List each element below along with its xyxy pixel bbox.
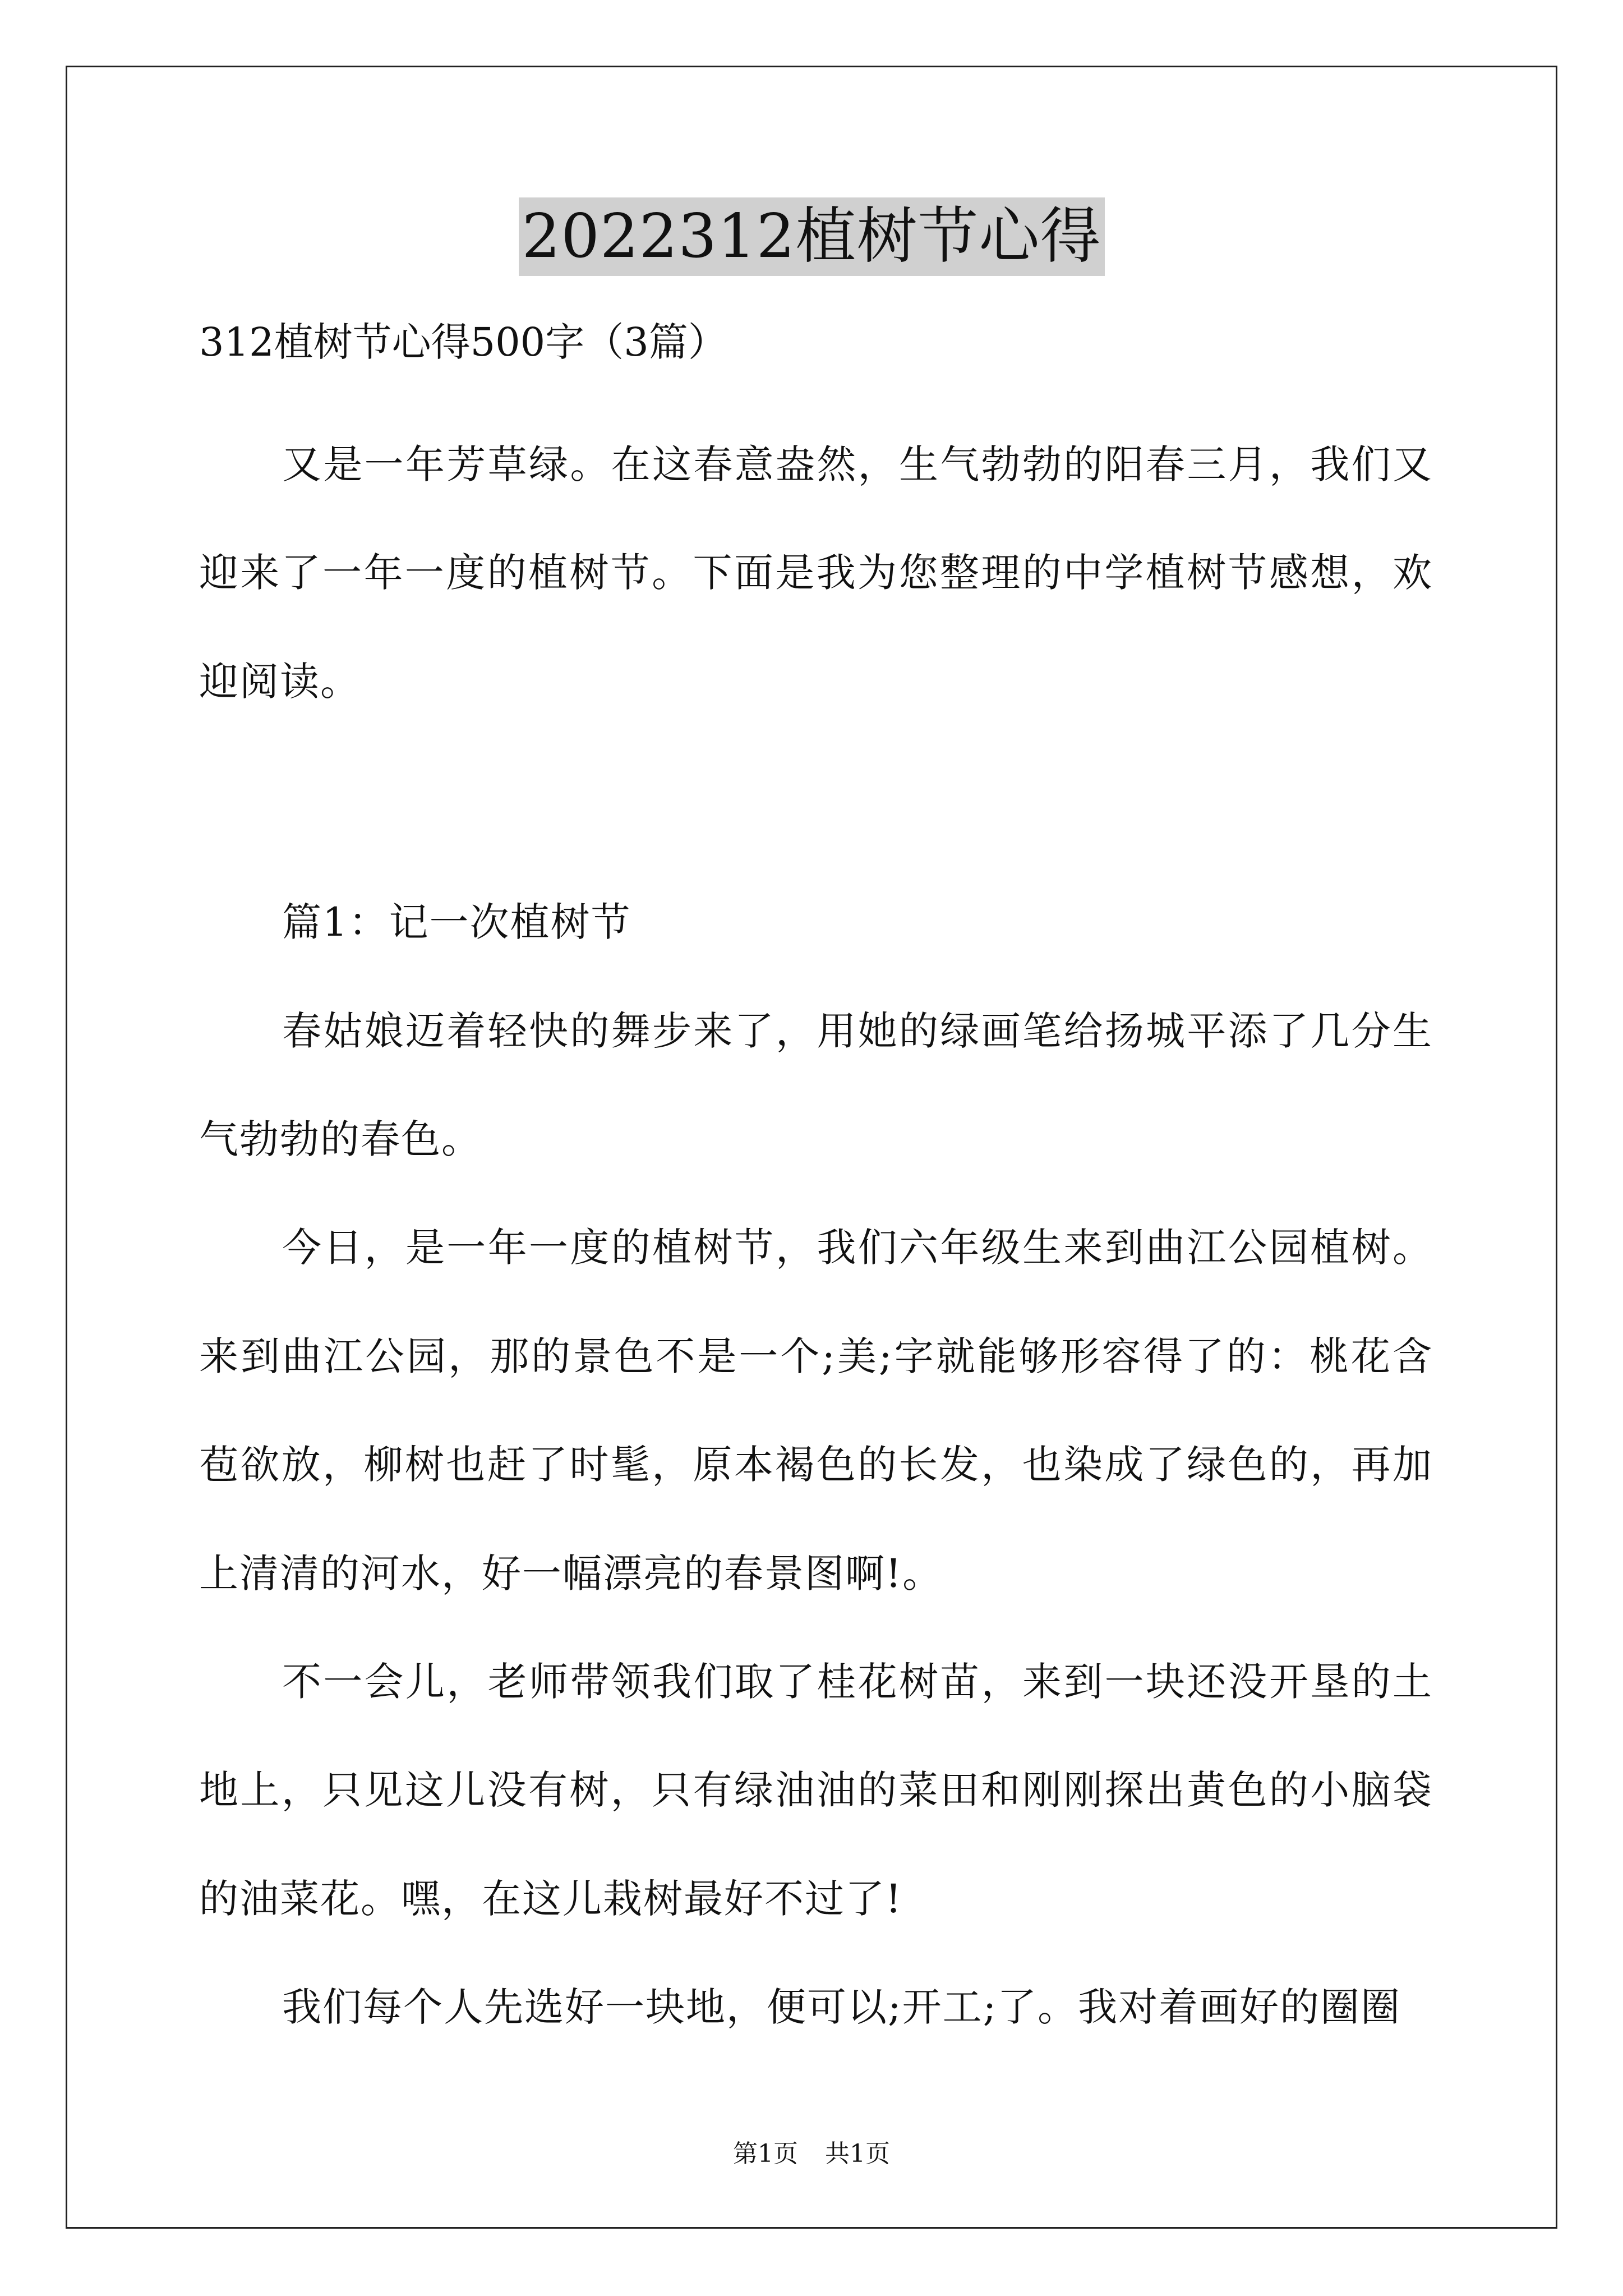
- paragraph: 今日，是一年一度的植树节，我们六年级生来到曲江公园植树。来到曲江公园，那的景色不是一个;美;字就能够形容得了的：桃花含苞欲放，柳树也赶了时髦，原本褐色的长发，也染成了绿色的，再加上清清的河水，好一幅漂亮的春景图啊!。: [199, 1225, 1433, 1596]
- paragraph: 不一会儿，老师带领我们取了桂花树苗，来到一块还没开垦的土地上，只见这儿没有树，只有绿油油的菜田和刚刚探出黄色的小脑袋的油菜花。嘿，在这儿栽树最好不过了!: [199, 1659, 1433, 1922]
- paragraph: 春姑娘迈着轻快的舞步来了，用她的绿画笔给扬城平添了几分生气勃勃的春色。: [199, 1007, 1433, 1163]
- paragraph-intro: 又是一年芳草绿。在这春意盎然，生气勃勃的阳春三月，我们又迎来了一年一度的植树节。下面是我为您整理的中学植树节感想，欢迎阅读。: [199, 441, 1433, 705]
- document-body: [199, 314, 1433, 2062]
- document-title: 2022312植树节心得: [519, 197, 1105, 276]
- document-subtitle: 312植树节心得500字（3篇）: [199, 319, 727, 365]
- page-number: 第1页: [733, 2139, 798, 2168]
- page-footer: [0, 2138, 1623, 2170]
- section-heading: 篇1：记一次植树节: [282, 899, 631, 946]
- title-wrap: [0, 197, 1623, 276]
- page-count: 共1页: [825, 2139, 890, 2168]
- paragraph: 我们每个人先选好一块地，便可以;开工;了。我对着画好的圈圈: [282, 1984, 1401, 2031]
